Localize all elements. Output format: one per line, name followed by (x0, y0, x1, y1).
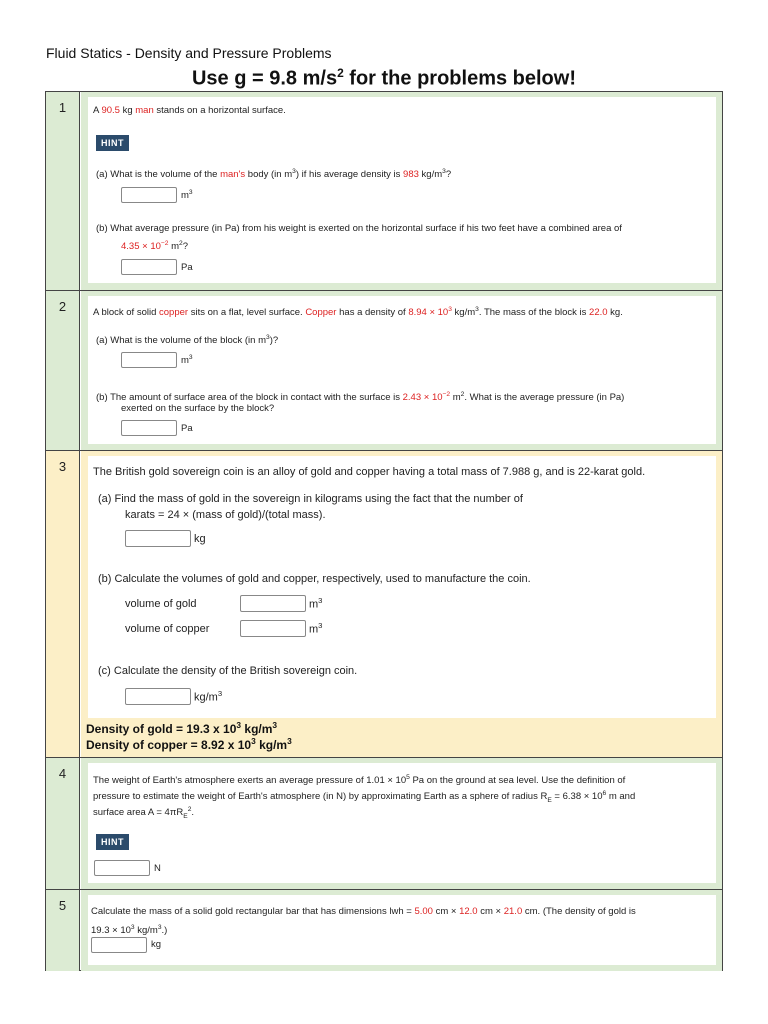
unit-label: Pa (181, 262, 193, 273)
problems-table (45, 91, 723, 971)
question-b-line2: $4.35 \times 10^{-2}$ $m^2$? (121, 240, 189, 253)
answer-input[interactable] (94, 860, 150, 876)
volume-copper-input[interactable] (240, 620, 306, 637)
problem-number: 3 (46, 451, 80, 758)
volume-gold-label: volume of gold (125, 598, 197, 610)
unit-label: $m^3$ (181, 354, 193, 367)
question-c: (c) Calculate the density of the British sovereign coin. (98, 665, 358, 677)
question-a: (a) Find the mass of gold in the sovereign in kilograms using the fact that the number of (98, 493, 523, 505)
question-b: (b) The amount of surface area of the block in contact with the surface is $2.43 \times 10^{-2}$ $m^2$. What is the average pressure (in Pa) (96, 391, 625, 404)
hint-button[interactable]: HINT (96, 834, 129, 850)
answer-input-a[interactable] (121, 187, 177, 203)
unit-label: $m^3$ (309, 596, 323, 611)
answer-input-b[interactable] (121, 420, 177, 436)
answer-input-b[interactable] (121, 259, 177, 275)
problem-intro: The British gold sovereign coin is an alloy of gold and copper having a total mass of 7.988 g, and is 22-karat gold. (93, 466, 646, 478)
question-a-line2: karats = 24 × (mass of gold)/(total mass). (125, 509, 326, 521)
unit-label: kg (151, 939, 162, 950)
problem-row-5 (46, 889, 722, 971)
problem-number: 2 (46, 291, 80, 451)
problem-number: 1 (46, 92, 80, 290)
answer-input-a[interactable] (121, 352, 177, 368)
answer-input[interactable] (91, 937, 147, 953)
unit-label: $kg/m^3$ (194, 689, 223, 704)
problem-panel (88, 895, 716, 965)
problem-text-line2: pressure to estimate the weight of Earth's atmosphere (in N) by approximating Earth as a sphere of radius $R_E = 6.38 \times 10^6$ m and (93, 790, 636, 805)
problem-panel (88, 456, 716, 718)
problem-row-1 (46, 92, 722, 290)
volume-gold-input[interactable] (240, 595, 306, 612)
problem-number: 5 (46, 890, 80, 971)
problem-row-4 (46, 757, 722, 890)
question-a: (a) What is the volume of the man's body (in $m^3$) if his average density is 983 $kg/m^3$? (96, 168, 452, 181)
unit-label: Pa (181, 423, 193, 434)
note-density-copper: Density of copper = 8.92 x $10^3$ $kg/m^3$ (86, 736, 292, 752)
unit-label: $m^3$ (181, 189, 193, 202)
problem-panel (88, 296, 716, 444)
problem-intro: A 90.5 kg man stands on a horizontal surface. (93, 105, 286, 116)
note-density-gold: Density of gold = 19.3 x $10^3$ $kg/m^3$ (86, 720, 278, 736)
question-a: (a) What is the volume of the block (in $m^3$)? (96, 334, 279, 347)
document-title: Fluid Statics - Density and Pressure Problems (46, 45, 332, 61)
question-b-line2: exerted on the surface by the block? (121, 403, 275, 414)
problem-text-line1: Calculate the mass of a solid gold rectangular bar that has dimensions lwh = 5.00 cm × 12.0 cm × 21.0 cm. (The density of gold is (91, 906, 636, 917)
problem-panel (88, 763, 716, 883)
answer-input-a[interactable] (125, 530, 191, 547)
question-b: (b) What average pressure (in Pa) from his weight is exerted on the horizontal surface if his two feet have a combined area of (96, 223, 622, 234)
problem-intro: A block of solid copper sits on a flat, level surface. Copper has a density of $8.94 \times 10^3$ $kg/m^3$. The mass of the block is 22.0 kg. (93, 306, 623, 319)
unit-label: $m^3$ (309, 621, 323, 636)
problem-text-line1: The weight of Earth's atmosphere exerts an average pressure of $1.01 \times 10^5$ Pa on the ground at sea level. Use the definition of (93, 774, 626, 787)
volume-copper-label: volume of copper (125, 623, 210, 635)
hint-button[interactable]: HINT (96, 135, 129, 151)
problem-row-2 (46, 290, 722, 451)
question-b: (b) Calculate the volumes of gold and copper, respectively, used to manufacture the coin. (98, 573, 531, 585)
problem-text-line2: $19.3 \times 10^3$ $kg/m^3$.) (91, 924, 168, 937)
problem-row-3 (46, 450, 722, 758)
answer-input-c[interactable] (125, 688, 191, 705)
main-title: Use g = 9.8 $m/s^2$ for the problems below! (191, 66, 576, 90)
unit-label: kg (194, 533, 206, 545)
problem-number: 4 (46, 758, 80, 890)
problem-text-line3: surface area $A = 4\pi R_E^2$. (93, 806, 195, 821)
problem-panel (88, 97, 716, 283)
unit-label: N (154, 863, 161, 874)
